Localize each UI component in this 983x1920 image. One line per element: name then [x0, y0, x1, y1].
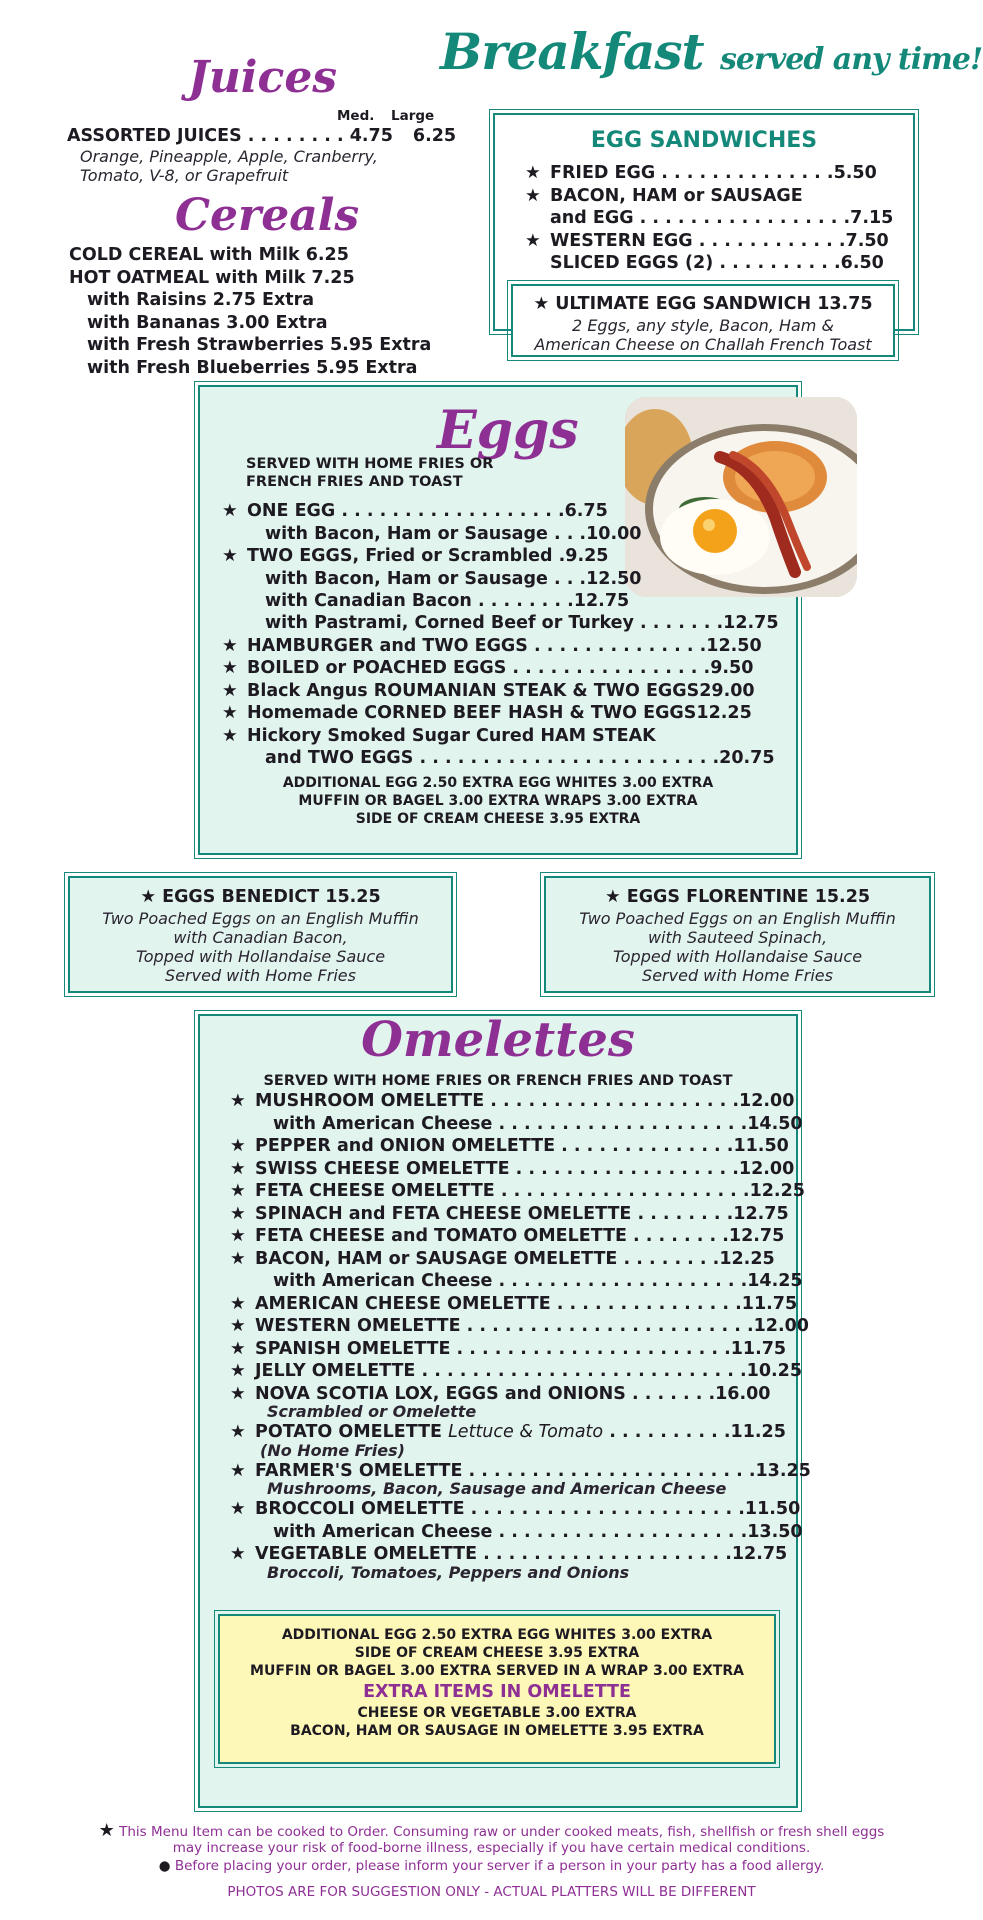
eggs-extras: ADDITIONAL EGG 2.50 EXTRA EGG WHITES 3.00 EXTRA MUFFIN OR BAGEL 3.00 EXTRA WRAPS 3.00 EXTRA SIDE OF CREAM CHEESE 3.95 EXTRA	[282, 775, 714, 827]
bullet-icon: ●	[158, 1858, 171, 1874]
title-main: Breakfast	[440, 22, 704, 81]
title-sub: served any time!	[720, 42, 983, 77]
eggs-benedict-box: ★ EGGS BENEDICT 15.25 Two Poached Eggs on an English Muffin with Canadian Bacon, Topped with Hollandaise Sauce Served with Home Fries	[68, 876, 453, 993]
omelettes-served: SERVED WITH HOME FRIES OR FRENCH FRIES AND TOAST	[263, 1073, 733, 1089]
breakfast-title	[440, 22, 982, 81]
eggs-photo	[625, 397, 857, 597]
juices-col-med: Med.	[337, 108, 375, 124]
ultimate-egg-title: ★ ULTIMATE EGG SANDWICH 13.75	[533, 294, 873, 314]
eggs-title: Eggs	[437, 400, 579, 461]
egg-sandwiches-title: EGG SANDWICHES	[590, 128, 818, 153]
eggs-served: SERVED WITH HOME FRIES OR FRENCH FRIES AND TOAST	[246, 456, 494, 490]
egg-sandwiches-list: ★ FRIED EGG . . . . . . . . . . . . . . 5.50 ★ BACON, HAM or SAUSAGE and EGG . . . . . . . . . . . . . . . . . 7.15 ★ WESTERN EGG . . . . . . . . . . . . 7.50 SLICED EGGS (2) . . . . . . . . . . 6.50	[525, 163, 894, 273]
star-icon: ★	[98, 1820, 115, 1841]
eggs-florentine-title: ★ EGGS FLORENTINE 15.25	[604, 887, 871, 907]
juices-desc: Orange, Pineapple, Apple, Cranberry, Tomato, V-8, or Grapefruit	[80, 147, 378, 185]
extra-items-title: EXTRA ITEMS IN OMELETTE	[363, 1682, 631, 1702]
eggs-list-b: with Pastrami, Corned Beef or Turkey . . . . . . . 12.75 ★ HAMBURGER and TWO EGGS . . . . . . . . . . . . . . 12.50 ★ BOILED or POACHED EGGS . . . . . . . . . . . . . . . . 9.50 ★ Black Angus ROUMANIAN STEAK & TWO EGGS 29.00 ★ Homemade CORNED BEEF HASH & TWO EGGS 12.25 ★ Hickory Smoked Sugar Cured HAM STEAK and TWO EGGS . . . . . . . . . . . . . . . . . . . . . . . . 20.75	[222, 613, 779, 768]
juices-col-large: Large	[391, 108, 435, 124]
omelettes-list: ★ MUSHROOM OMELETTE . . . . . . . . . . . . . . . . . . . . 12.00 with American Cheese . . . . . . . . . . . . . . . . . . . . 14.50 ★ PEPPER and ONION OMELETTE . . . . . . . . . . . . . . 11.50 ★ SWISS CHEESE OMELETTE . . . . . . . . . . . . . . . . . . 12.00 ★ FETA CHEESE OMELETTE . . . . . . . . . . . . . . . . . . . . 12.25 ★ SPINACH and FETA CHEESE OMELETTE . . . . . . . . 12.75 ★ FETA CHEESE and TOMATO OMELETTE . . . . . . . . 12.75 ★ BACON, HAM or SAUSAGE OMELETTE . . . . . . . . 12.25 with American Cheese . . . . . . . . . . . . . . . . . . . . 14.25 ★ AMERICAN CHEESE OMELETTE . . . . . . . . . . . . . . . 11.75 ★ WESTERN OMELETTE . . . . . . . . . . . . . . . . . . . . . . . 12.00 ★ SPANISH OMELETTE . . . . . . . . . . . . . . . . . . . . . . 11.75 ★ JELLY OMELETTE . . . . . . . . . . . . . . . . . . . . . . . . . . 10.25 ★ NOVA SCOTIA LOX, EGGS and ONIONS . . . . . . . 16.00 Scrambled or Omelette ★ POTATO OMELETTE Lettuce & Tomato . . . . . . . . . . 11.25 (No Home Fries) ★ FARMER'S OMELETTE . . . . . . . . . . . . . . . . . . . . . . . 13.25 Mushrooms, Bacon, Sausage and American Cheese ★ BROCCOLI OMELETTE . . . . . . . . . . . . . . . . . . . . . . 11.50 with American Cheese . . . . . . . . . . . . . . . . . . . . 13.50 ★ VEGETABLE OMELETTE . . . . . . . . . . . . . . . . . . . . 12.75 Broccoli, Tomatoes, Peppers and Onions	[230, 1091, 811, 1582]
juices-title: Juices	[188, 52, 338, 103]
eggs-florentine-box: ★ EGGS FLORENTINE 15.25 Two Poached Eggs on an English Muffin with Sauteed Spinach, Topped with Hollandaise Sauce Served with Home Fries	[544, 876, 931, 993]
eggs-list-a: ★ ONE EGG . . . . . . . . . . . . . . . . . . 6.75 with Bacon, Ham or Sausage . . . 10.00 ★ TWO EGGS, Fried or Scrambled . 9.25 with Bacon, Ham or Sausage . . . 12.50 with Canadian Bacon . . . . . . . . 12.75	[222, 501, 642, 611]
eggs-benedict-title: ★ EGGS BENEDICT 15.25	[140, 887, 381, 907]
juices-row: ASSORTED JUICES . . . . . . . . 4.75 6.25	[67, 126, 457, 146]
cereals-list: COLD CEREAL with Milk 6.25 HOT OATMEAL with Milk 7.25 with Raisins 2.75 Extra with Bananas 3.00 Extra with Fresh Strawberries 5.95 Extra with Fresh Blueberries 5.95 Extra	[69, 245, 432, 378]
egg-plate-image	[625, 397, 857, 597]
omelettes-title: Omelettes	[361, 1012, 635, 1068]
footer-notes: ★ This Menu Item can be cooked to Order. Consuming raw or under cooked meats, fish, shellfish or fresh shell eggs may increase your risk of food-borne illness, especially if you have certain medical conditions. ● Before placing your order, please inform your server if a person in your party has a food allergy. PHOTOS ARE FOR SUGGESTION ONLY - ACTUAL PLATTERS WILL BE DIFFERENT	[98, 1820, 885, 1900]
omelette-extras-box: ADDITIONAL EGG 2.50 EXTRA EGG WHITES 3.00 EXTRA SIDE OF CREAM CHEESE 3.95 EXTRA MUFFIN OR BAGEL 3.00 EXTRA SERVED IN A WRAP 3.00 EXTRA EXTRA ITEMS IN OMELETTE CHEESE OR VEGETABLE 3.00 EXTRA BACON, HAM OR SAUSAGE IN OMELETTE 3.95 EXTRA	[218, 1614, 776, 1764]
ultimate-egg-box: ★ ULTIMATE EGG SANDWICH 13.75 2 Eggs, any style, Bacon, Ham & American Cheese on Challah French Toast	[511, 284, 895, 357]
cereals-title: Cereals	[175, 190, 360, 241]
